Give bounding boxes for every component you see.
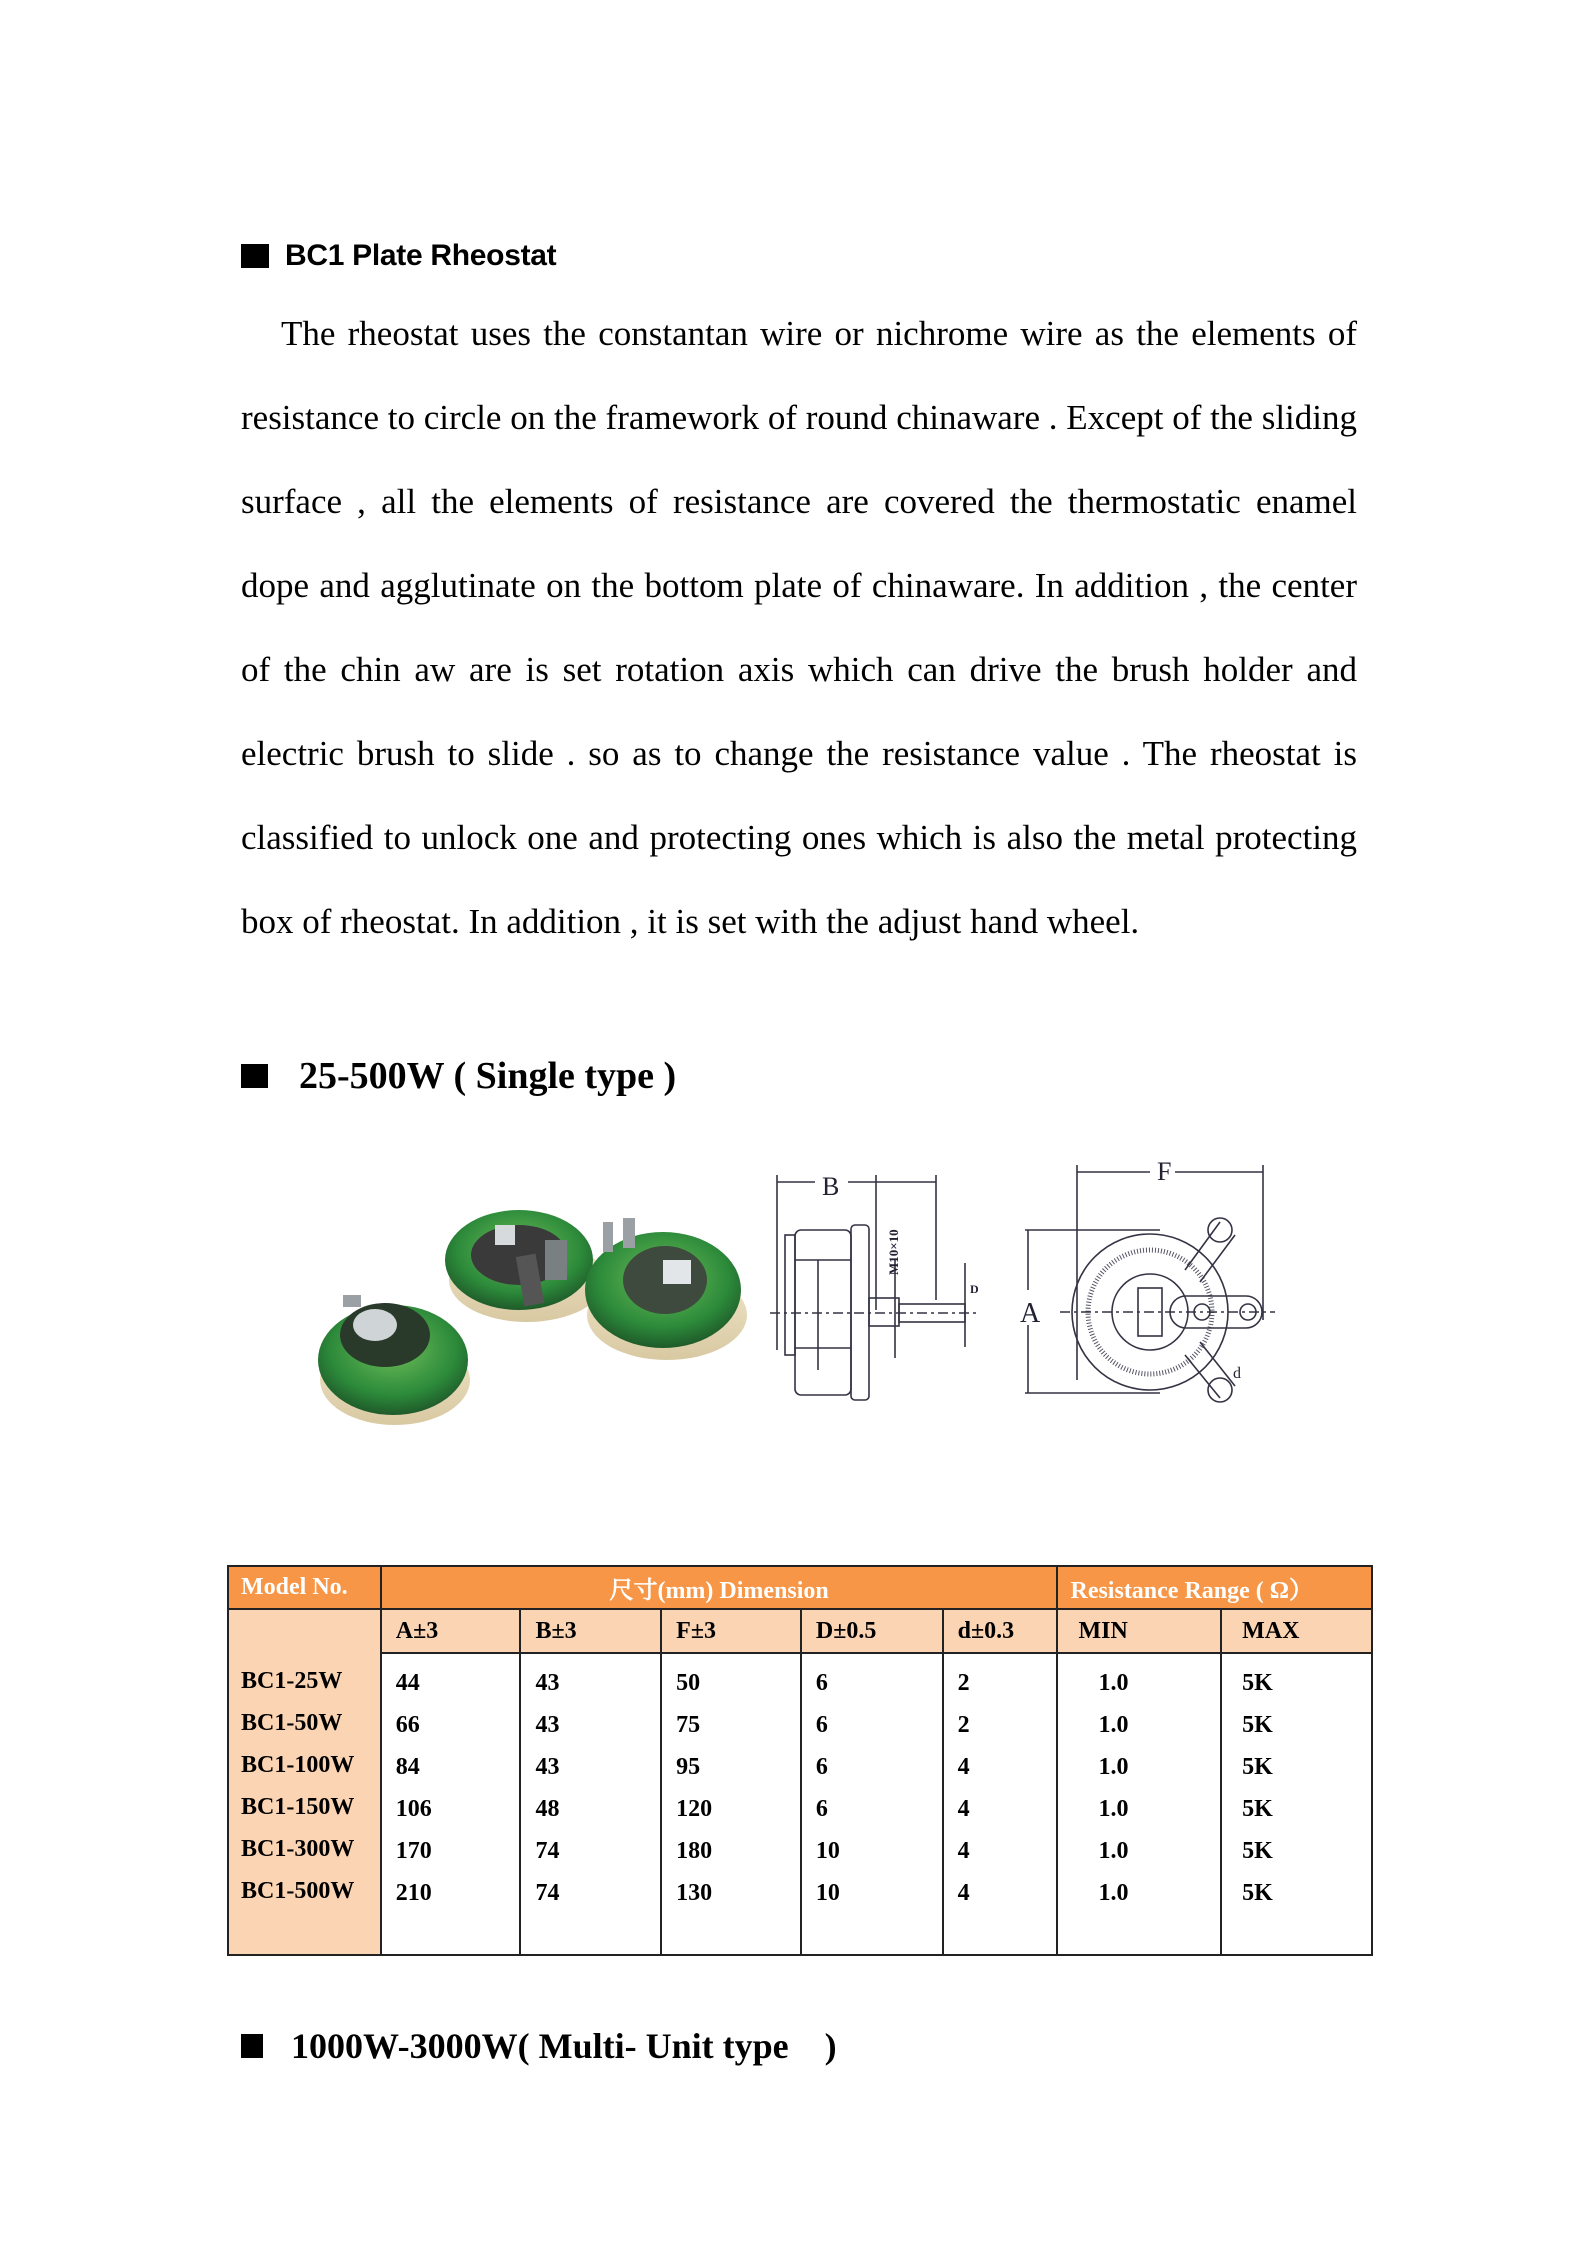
cell-f: 180 xyxy=(676,1838,713,1865)
single-type-heading: 25-500W ( Single type ) xyxy=(299,1055,677,1097)
spec-table xyxy=(227,1565,1373,1956)
cell-d: 4 xyxy=(957,1838,970,1865)
cell-f: 120 xyxy=(676,1796,713,1823)
cell-max: 5K xyxy=(1242,1712,1273,1739)
dimension-label-thread: M10×10 xyxy=(886,1229,901,1275)
dimension-label-b: B xyxy=(822,1172,840,1201)
cell-D: 6 xyxy=(815,1754,828,1781)
column-b xyxy=(520,1653,661,1955)
model-cell: BC1-100W xyxy=(241,1752,355,1778)
cell-b: 74 xyxy=(535,1880,560,1907)
column-max xyxy=(1221,1653,1372,1955)
subheader-max: MAX xyxy=(1221,1609,1372,1653)
subheader-b: B±3 xyxy=(520,1609,661,1653)
cell-f: 130 xyxy=(676,1880,713,1907)
cell-min: 1.0 xyxy=(1098,1796,1129,1823)
column-D xyxy=(801,1653,943,1955)
section-heading-bc1 xyxy=(241,238,556,274)
cell-min: 1.0 xyxy=(1098,1670,1129,1697)
cell-a: 44 xyxy=(395,1670,420,1697)
subheader-min: MIN xyxy=(1057,1609,1221,1653)
dimension-label-f: F xyxy=(1157,1157,1172,1186)
cell-d: 4 xyxy=(957,1880,970,1907)
header-dimension: 尺寸(mm) Dimension xyxy=(381,1566,1058,1609)
cell-b: 74 xyxy=(535,1838,560,1865)
column-d xyxy=(943,1653,1058,1955)
column-a xyxy=(381,1653,521,1955)
cell-b: 43 xyxy=(535,1670,560,1697)
section-heading-multi-unit xyxy=(241,2020,837,2072)
cell-a: 106 xyxy=(395,1796,432,1823)
rheostat-unit-right xyxy=(585,1218,747,1360)
column-f xyxy=(661,1653,801,1955)
cell-D: 6 xyxy=(815,1712,828,1739)
section-heading-single-type xyxy=(241,1050,676,1102)
model-column xyxy=(228,1609,381,1955)
cell-D: 6 xyxy=(815,1796,828,1823)
square-bullet-icon xyxy=(241,1064,268,1088)
rheostat-unit-left xyxy=(318,1295,470,1425)
rheostat-unit-middle xyxy=(445,1210,605,1322)
cell-max: 5K xyxy=(1242,1880,1273,1907)
cell-f: 95 xyxy=(676,1754,701,1781)
model-cell: BC1-150W xyxy=(241,1794,355,1820)
cell-b: 43 xyxy=(535,1754,560,1781)
cell-a: 210 xyxy=(395,1880,432,1907)
square-bullet-icon xyxy=(241,2034,263,2058)
cell-d: 4 xyxy=(957,1796,970,1823)
model-cell: BC1-300W xyxy=(241,1836,355,1862)
table-body-row xyxy=(228,1653,1372,1955)
subheader-d: d±0.3 xyxy=(943,1609,1058,1653)
cell-D: 6 xyxy=(815,1670,828,1697)
dimension-label-d: D xyxy=(970,1282,979,1296)
cell-min: 1.0 xyxy=(1098,1880,1129,1907)
cell-a: 84 xyxy=(395,1754,420,1781)
rheostat-product-photo xyxy=(305,1130,750,1520)
dimension-label-small-d: d xyxy=(1233,1365,1241,1382)
side-view xyxy=(770,1175,980,1400)
cell-max: 5K xyxy=(1242,1838,1273,1865)
table-subheader-row xyxy=(228,1609,1372,1653)
description-paragraph: The rheostat uses the constantan wire or nichrome wire as the elements of resistance to circle on the framework of round chinaware . Except of the sliding surface , all the elements of resistance are covered the thermostatic enamel dope and agglutinate on the bottom plate of chinaware. In addition , the center of the chin aw are is set rotation axis which can drive the brush holder and electric brush to slide . so as to change the resistance value . The rheostat is classified to unlock one and protecting ones which is also the metal protecting box of rheostat. In addition , it is set with the adjust hand wheel. xyxy=(241,314,1357,941)
model-cell: BC1-50W xyxy=(241,1710,343,1736)
cell-f: 50 xyxy=(676,1670,701,1697)
cell-D: 10 xyxy=(815,1880,840,1907)
cell-max: 5K xyxy=(1242,1754,1273,1781)
dimension-label-a: A xyxy=(1020,1298,1041,1329)
subheader-D: D±0.5 xyxy=(801,1609,943,1653)
section-title: BC1 Plate Rheostat xyxy=(285,239,557,272)
cell-d: 2 xyxy=(957,1712,970,1739)
table-header-row xyxy=(228,1566,1372,1609)
cell-min: 1.0 xyxy=(1098,1754,1129,1781)
cell-d: 4 xyxy=(957,1754,970,1781)
subheader-f: F±3 xyxy=(661,1609,801,1653)
empty-row xyxy=(241,1912,380,1954)
square-bullet-icon xyxy=(241,244,269,268)
header-resistance: Resistance Range ( Ω） xyxy=(1057,1566,1372,1609)
cell-min: 1.0 xyxy=(1098,1712,1129,1739)
column-min xyxy=(1057,1653,1221,1955)
header-model: Model No. xyxy=(228,1566,381,1609)
cell-max: 5K xyxy=(1242,1796,1273,1823)
cell-a: 170 xyxy=(395,1838,432,1865)
cell-min: 1.0 xyxy=(1098,1838,1129,1865)
cell-f: 75 xyxy=(676,1712,701,1739)
cell-b: 43 xyxy=(535,1712,560,1739)
multi-unit-heading: 1000W-3000W( Multi- Unit type ) xyxy=(291,2026,837,2066)
model-cell: BC1-25W xyxy=(241,1668,343,1694)
cell-D: 10 xyxy=(815,1838,840,1865)
subheader-a: A±3 xyxy=(381,1609,521,1653)
rheostat-dimension-drawing xyxy=(770,1150,1350,1440)
model-cell: BC1-500W xyxy=(241,1878,355,1904)
cell-d: 2 xyxy=(957,1670,970,1697)
cell-max: 5K xyxy=(1242,1670,1273,1697)
cell-a: 66 xyxy=(395,1712,420,1739)
cell-b: 48 xyxy=(535,1796,560,1823)
